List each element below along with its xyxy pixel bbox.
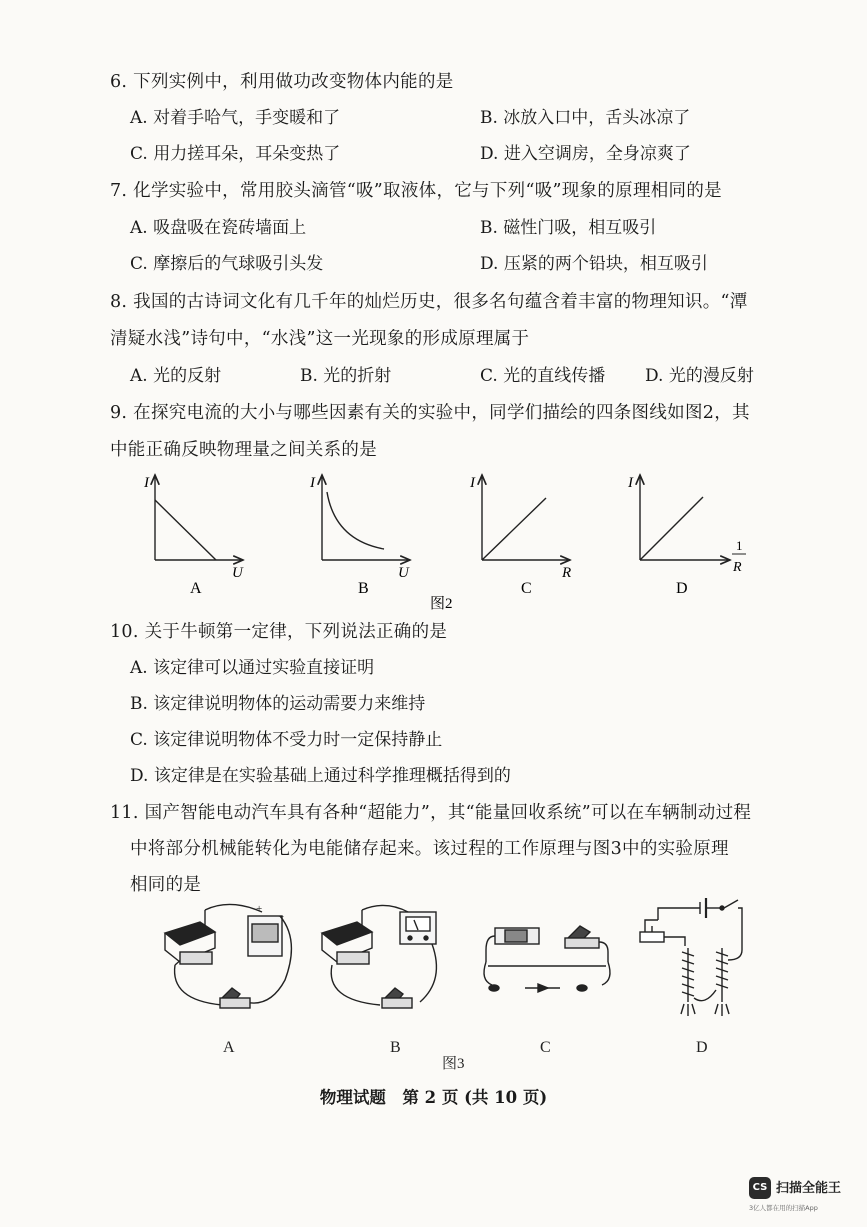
graph-d-x-label-numerator: 1 (736, 538, 743, 553)
figure-3-caption: 图3 (442, 1056, 465, 1070)
graph-c-label: C (521, 580, 532, 597)
q6-option-c: C. 用力搓耳朵，耳朵变热了 (130, 144, 341, 164)
graph-b-curve (327, 492, 384, 549)
experiment-d (640, 898, 742, 1056)
graph-d (627, 475, 746, 597)
graph-d-line (640, 497, 703, 560)
q6-option-d: D. 进入空调房，全身凉爽了 (480, 144, 691, 164)
graph-c-x-label: R (562, 565, 572, 581)
graph-b-y-label: I (310, 475, 315, 491)
q11-stem-line1: 11. 国产智能电动汽车具有各种“超能力”，其“能量回收系统”可以在车辆制动过程 (110, 803, 752, 823)
cs-logo-icon: CS (749, 1177, 771, 1199)
q10-option-b: B. 该定律说明物体的运动需要力来维持 (130, 694, 426, 714)
graph-c-y-label: I (470, 475, 475, 491)
svg-text:−: − (278, 911, 285, 923)
q10-option-d: D. 该定律是在实验基础上通过科学推理概括得到的 (130, 766, 511, 786)
graph-a-y-label: I (144, 475, 149, 491)
q7-option-a: A. 吸盘吸在瓷砖墙面上 (130, 218, 307, 238)
q6-stem: 6. 下列实例中，利用做功改变物体内能的是 (110, 72, 454, 92)
q7-stem: 7. 化学实验中，常用胶头滴管“吸”取液体，它与下列“吸”现象的原理相同的是 (110, 181, 722, 201)
q7-option-d: D. 压紧的两个铅块，相互吸引 (480, 254, 708, 274)
figure-2-caption: 图2 (430, 596, 453, 612)
graph-a (143, 475, 244, 597)
graph-d-y-label: I (628, 475, 633, 491)
q8-option-d: D. 光的漫反射 (645, 366, 754, 386)
q11-stem-line2: 中将部分机械能转化为电能储存起来。该过程的工作原理与图3中的实验原理 (130, 839, 729, 859)
scanner-watermark (749, 1173, 849, 1217)
q10-stem: 10. 关于牛顿第一定律，下列说法正确的是 (110, 622, 448, 642)
q6-option-b: B. 冰放入口中，舌头冰凉了 (480, 108, 691, 128)
q7-option-b: B. 磁性门吸，相互吸引 (480, 218, 657, 238)
experiment-b-label: B (390, 1039, 401, 1056)
q10-option-c: C. 该定律说明物体不受力时一定保持静止 (130, 730, 443, 750)
experiment-a-label: A (223, 1039, 235, 1056)
graph-d-label: D (676, 580, 688, 597)
graph-d-x-label-denominator: R (733, 560, 742, 575)
watermark-tagline: 3亿人都在用的扫描App (749, 1204, 818, 1212)
q8-stem-line2: 清疑水浅”诗句中，“水浅”这一光现象的形成原理属于 (110, 329, 530, 349)
q9-stem-line2: 中能正确反映物理量之间关系的是 (110, 440, 377, 460)
watermark-app-name: 扫描全能王 (776, 1181, 842, 1196)
graph-c-line (482, 498, 546, 560)
svg-text:+: + (256, 903, 263, 915)
figure-3-experiments (0, 890, 867, 1070)
experiment-d-label: D (696, 1039, 708, 1056)
q9-stem-line1: 9. 在探究电流的大小与哪些因素有关的实验中，同学们描绘的四条图线如图2，其 (110, 403, 750, 423)
graph-a-x-label: U (232, 565, 243, 581)
graph-b-label: B (358, 580, 369, 597)
experiment-b (322, 905, 436, 1056)
q8-stem-line1: 8. 我国的古诗词文化有几千年的灿烂历史，很多名句蕴含着丰富的物理知识。“潭 (110, 292, 748, 312)
q8-option-c: C. 光的直线传播 (480, 366, 606, 386)
graph-a-line (155, 500, 216, 560)
experiment-c (484, 926, 610, 1056)
q10-option-a: A. 该定律可以通过实验直接证明 (130, 658, 375, 678)
q11-stem-line3: 相同的是 (130, 875, 202, 895)
graph-b-x-label: U (398, 565, 409, 581)
experiment-a (165, 903, 291, 1056)
page-footer: 物理试题 第 2 页 (共 10 页) (319, 1088, 548, 1107)
q7-option-c: C. 摩擦后的气球吸引头发 (130, 254, 324, 274)
q8-option-b: B. 光的折射 (300, 366, 392, 386)
graph-a-label: A (190, 580, 202, 597)
q8-option-a: A. 光的反射 (130, 366, 222, 386)
experiment-c-label: C (540, 1039, 551, 1056)
graph-c (469, 475, 571, 597)
graph-b (309, 475, 410, 597)
q6-option-a: A. 对着手哈气，手变暖和了 (130, 108, 341, 128)
